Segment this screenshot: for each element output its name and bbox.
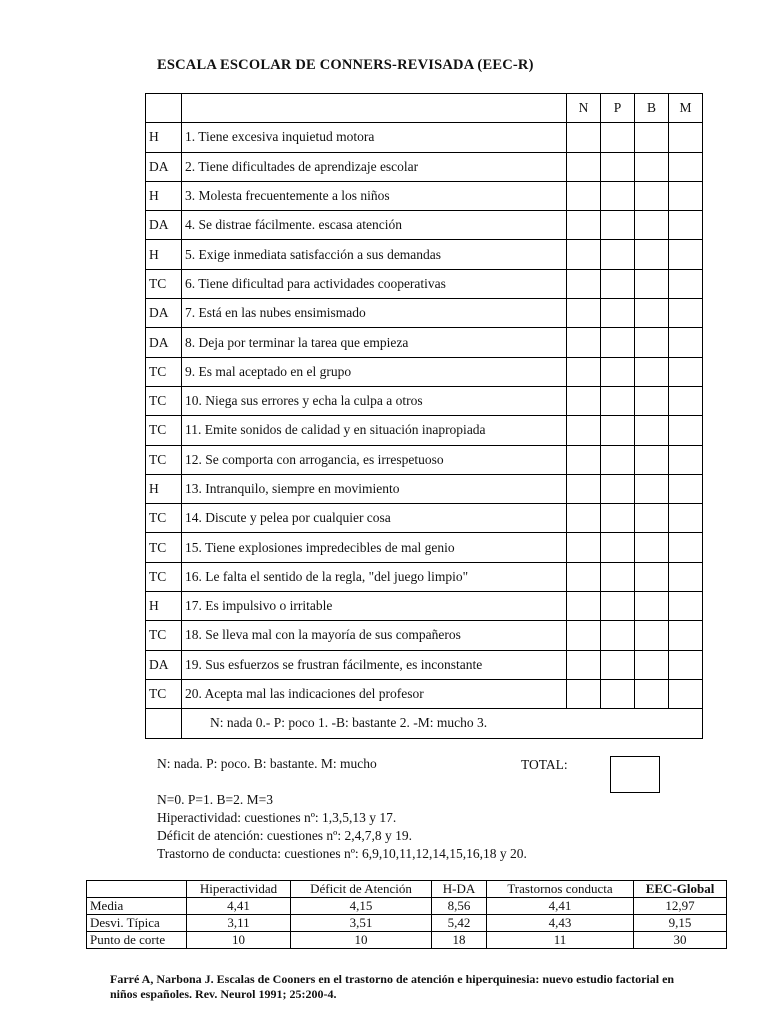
answer-cell-b[interactable]	[635, 299, 669, 328]
item-text: 15. Tiene explosiones impredecibles de mal genio	[182, 533, 567, 562]
answer-cell-n[interactable]	[567, 269, 601, 298]
answer-cell-m[interactable]	[669, 592, 703, 621]
norms-value: 10	[291, 932, 432, 949]
table-row	[146, 152, 703, 181]
norms-value: 12,97	[634, 898, 727, 915]
answer-cell-n[interactable]	[567, 592, 601, 621]
answer-cell-m[interactable]	[669, 679, 703, 708]
answer-cell-p[interactable]	[601, 679, 635, 708]
answer-cell-n[interactable]	[567, 299, 601, 328]
norms-value: 4,15	[291, 898, 432, 915]
item-text: 13. Intranquilo, siempre en movimiento	[182, 474, 567, 503]
item-category: TC	[146, 679, 182, 708]
answer-cell-n[interactable]	[567, 533, 601, 562]
norms-table	[86, 880, 727, 949]
form-title: ESCALA ESCOLAR DE CONNERS-REVISADA (EEC-R)	[157, 57, 534, 73]
item-category: H	[146, 474, 182, 503]
answer-cell-m[interactable]	[669, 533, 703, 562]
table-row	[146, 621, 703, 650]
item-text: 14. Discute y pelea por cualquier cosa	[182, 504, 567, 533]
item-text: 16. Le falta el sentido de la regla, "del juego limpio"	[182, 562, 567, 591]
answer-cell-b[interactable]	[635, 562, 669, 591]
item-category: TC	[146, 386, 182, 415]
answer-cell-p[interactable]	[601, 562, 635, 591]
answer-cell-p[interactable]	[601, 445, 635, 474]
table-row	[146, 211, 703, 240]
norms-value: 4,41	[487, 898, 634, 915]
item-text: 17. Es impulsivo o irritable	[182, 592, 567, 621]
norms-header-cell: Trastornos conducta	[487, 881, 634, 898]
answer-cell-m[interactable]	[669, 211, 703, 240]
answer-cell-m[interactable]	[669, 152, 703, 181]
answer-cell-b[interactable]	[635, 679, 669, 708]
table-row	[146, 357, 703, 386]
table-row	[146, 123, 703, 152]
answer-cell-m[interactable]	[669, 562, 703, 591]
norms-row	[87, 898, 727, 915]
answer-cell-n[interactable]	[567, 562, 601, 591]
answer-cell-n[interactable]	[567, 679, 601, 708]
answer-cell-n[interactable]	[567, 621, 601, 650]
item-text: 3. Molesta frecuentemente a los niños	[182, 181, 567, 210]
table-row	[146, 416, 703, 445]
answer-cell-b[interactable]	[635, 416, 669, 445]
answer-cell-p[interactable]	[601, 211, 635, 240]
answer-cell-b[interactable]	[635, 386, 669, 415]
answer-cell-m[interactable]	[669, 504, 703, 533]
table-row	[146, 474, 703, 503]
answer-cell-m[interactable]	[669, 621, 703, 650]
column-header-b: B	[635, 94, 669, 123]
item-category: H	[146, 240, 182, 269]
answer-cell-p[interactable]	[601, 357, 635, 386]
answer-cell-n[interactable]	[567, 152, 601, 181]
table-row	[146, 181, 703, 210]
norms-row-label: Desvi. Típica	[87, 915, 187, 932]
answer-cell-n[interactable]	[567, 386, 601, 415]
answer-cell-n[interactable]	[567, 650, 601, 679]
answer-cell-p[interactable]	[601, 299, 635, 328]
norms-row-label: Punto de corte	[87, 932, 187, 949]
table-row	[146, 386, 703, 415]
answer-cell-b[interactable]	[635, 269, 669, 298]
answer-cell-b[interactable]	[635, 328, 669, 357]
item-text: 1. Tiene excesiva inquietud motora	[182, 123, 567, 152]
item-category: TC	[146, 416, 182, 445]
answer-cell-n[interactable]	[567, 123, 601, 152]
total-score-box[interactable]	[610, 756, 660, 793]
response-meanings: N: nada. P: poco. B: bastante. M: mucho	[157, 756, 377, 771]
table-row	[146, 445, 703, 474]
answer-cell-b[interactable]	[635, 621, 669, 650]
answer-cell-p[interactable]	[601, 181, 635, 210]
scale-key: N: nada 0.- P: poco 1. -B: bastante 2. -M: mucho 3.	[182, 709, 703, 738]
norms-value: 30	[634, 932, 727, 949]
answer-cell-m[interactable]	[669, 445, 703, 474]
norms-value: 10	[187, 932, 291, 949]
column-header-n: N	[567, 94, 601, 123]
answer-cell-b[interactable]	[635, 533, 669, 562]
item-text: 10. Niega sus errores y echa la culpa a otros	[182, 386, 567, 415]
item-text: 8. Deja por terminar la tarea que empieza	[182, 328, 567, 357]
item-category: TC	[146, 562, 182, 591]
total-label: TOTAL:	[521, 757, 568, 772]
table-row	[146, 299, 703, 328]
table-row	[146, 592, 703, 621]
answer-cell-m[interactable]	[669, 269, 703, 298]
answer-cell-n[interactable]	[567, 240, 601, 269]
item-text: 7. Está en las nubes ensimismado	[182, 299, 567, 328]
answer-cell-m[interactable]	[669, 474, 703, 503]
answer-cell-p[interactable]	[601, 533, 635, 562]
answer-cell-b[interactable]	[635, 474, 669, 503]
table-footer-row	[146, 709, 703, 738]
table-row	[146, 269, 703, 298]
answer-cell-m[interactable]	[669, 123, 703, 152]
item-text: 4. Se distrae fácilmente. escasa atención	[182, 211, 567, 240]
table-header-row	[146, 94, 703, 123]
norms-value: 11	[487, 932, 634, 949]
norms-value: 3,11	[187, 915, 291, 932]
item-category: TC	[146, 357, 182, 386]
answer-cell-n[interactable]	[567, 181, 601, 210]
norms-value: 9,15	[634, 915, 727, 932]
item-category: H	[146, 123, 182, 152]
item-text: 11. Emite sonidos de calidad y en situación inapropiada	[182, 416, 567, 445]
item-category: TC	[146, 533, 182, 562]
norms-row	[87, 932, 727, 949]
reference-citation: Farré A, Narbona J. Escalas de Cooners en el trastorno de atención e hiperquinesia: nuevo estudio factorial en niños españoles. Rev. Neurol 1991; 25:200-4.	[110, 972, 675, 1001]
answer-cell-p[interactable]	[601, 269, 635, 298]
item-category: H	[146, 181, 182, 210]
norms-value: 3,51	[291, 915, 432, 932]
answer-cell-m[interactable]	[669, 416, 703, 445]
item-category: H	[146, 592, 182, 621]
questionnaire-table	[145, 93, 703, 739]
table-row	[146, 504, 703, 533]
answer-cell-b[interactable]	[635, 152, 669, 181]
answer-cell-m[interactable]	[669, 386, 703, 415]
answer-cell-m[interactable]	[669, 299, 703, 328]
answer-cell-b[interactable]	[635, 592, 669, 621]
answer-cell-p[interactable]	[601, 621, 635, 650]
answer-cell-p[interactable]	[601, 416, 635, 445]
answer-cell-n[interactable]	[567, 328, 601, 357]
column-header-m: M	[669, 94, 703, 123]
answer-cell-p[interactable]	[601, 123, 635, 152]
conduct-items: Trastorno de conducta: cuestiones nº: 6,9,10,11,12,14,15,16,18 y 20.	[157, 846, 527, 861]
answer-cell-n[interactable]	[567, 357, 601, 386]
answer-cell-p[interactable]	[601, 592, 635, 621]
header-blank-cell	[182, 94, 567, 123]
table-row	[146, 328, 703, 357]
answer-cell-m[interactable]	[669, 357, 703, 386]
table-row	[146, 679, 703, 708]
norms-header-cell: EEC-Global	[634, 881, 727, 898]
norms-value: 4,41	[187, 898, 291, 915]
norms-value: 8,56	[432, 898, 487, 915]
item-text: 5. Exige inmediata satisfacción a sus demandas	[182, 240, 567, 269]
item-text: 19. Sus esfuerzos se frustran fácilmente, es inconstante	[182, 650, 567, 679]
table-row	[146, 240, 703, 269]
footer-blank-cell	[146, 709, 182, 738]
answer-cell-p[interactable]	[601, 386, 635, 415]
item-text: 2. Tiene dificultades de aprendizaje escolar	[182, 152, 567, 181]
item-category: DA	[146, 211, 182, 240]
norms-header-row	[87, 881, 727, 898]
header-blank-cell	[146, 94, 182, 123]
item-category: DA	[146, 328, 182, 357]
item-category: TC	[146, 445, 182, 474]
answer-cell-p[interactable]	[601, 328, 635, 357]
answer-cell-b[interactable]	[635, 445, 669, 474]
attention-items: Déficit de atención: cuestiones nº: 2,4,7,8 y 19.	[157, 828, 412, 843]
answer-cell-b[interactable]	[635, 240, 669, 269]
answer-cell-m[interactable]	[669, 328, 703, 357]
norms-value: 4,43	[487, 915, 634, 932]
norms-header-cell: H-DA	[432, 881, 487, 898]
scoring-values: N=0. P=1. B=2. M=3	[157, 792, 273, 807]
answer-cell-b[interactable]	[635, 181, 669, 210]
item-category: DA	[146, 152, 182, 181]
item-category: TC	[146, 269, 182, 298]
answer-cell-m[interactable]	[669, 240, 703, 269]
item-category: TC	[146, 621, 182, 650]
table-row	[146, 650, 703, 679]
table-row	[146, 562, 703, 591]
norms-value: 18	[432, 932, 487, 949]
item-category: DA	[146, 650, 182, 679]
answer-cell-p[interactable]	[601, 650, 635, 679]
table-row	[146, 533, 703, 562]
answer-cell-p[interactable]	[601, 152, 635, 181]
answer-cell-m[interactable]	[669, 181, 703, 210]
answer-cell-n[interactable]	[567, 211, 601, 240]
norms-header-cell: Déficit de Atención	[291, 881, 432, 898]
column-header-p: P	[601, 94, 635, 123]
norms-header-cell: Hiperactividad	[187, 881, 291, 898]
answer-cell-n[interactable]	[567, 504, 601, 533]
item-text: 12. Se comporta con arrogancia, es irrespetuoso	[182, 445, 567, 474]
answer-cell-n[interactable]	[567, 445, 601, 474]
answer-cell-n[interactable]	[567, 416, 601, 445]
item-text: 18. Se lleva mal con la mayoría de sus compañeros	[182, 621, 567, 650]
answer-cell-b[interactable]	[635, 504, 669, 533]
item-text: 6. Tiene dificultad para actividades cooperativas	[182, 269, 567, 298]
answer-cell-b[interactable]	[635, 357, 669, 386]
item-category: TC	[146, 504, 182, 533]
item-text: 20. Acepta mal las indicaciones del profesor	[182, 679, 567, 708]
answer-cell-b[interactable]	[635, 211, 669, 240]
item-category: DA	[146, 299, 182, 328]
answer-cell-m[interactable]	[669, 650, 703, 679]
norms-header-cell	[87, 881, 187, 898]
answer-cell-p[interactable]	[601, 474, 635, 503]
hyperactivity-items: Hiperactividad: cuestiones nº: 1,3,5,13 y 17.	[157, 810, 397, 825]
answer-cell-p[interactable]	[601, 240, 635, 269]
norms-value: 5,42	[432, 915, 487, 932]
answer-cell-p[interactable]	[601, 504, 635, 533]
norms-row	[87, 915, 727, 932]
answer-cell-b[interactable]	[635, 123, 669, 152]
norms-row-label: Media	[87, 898, 187, 915]
answer-cell-b[interactable]	[635, 650, 669, 679]
item-text: 9. Es mal aceptado en el grupo	[182, 357, 567, 386]
answer-cell-n[interactable]	[567, 474, 601, 503]
